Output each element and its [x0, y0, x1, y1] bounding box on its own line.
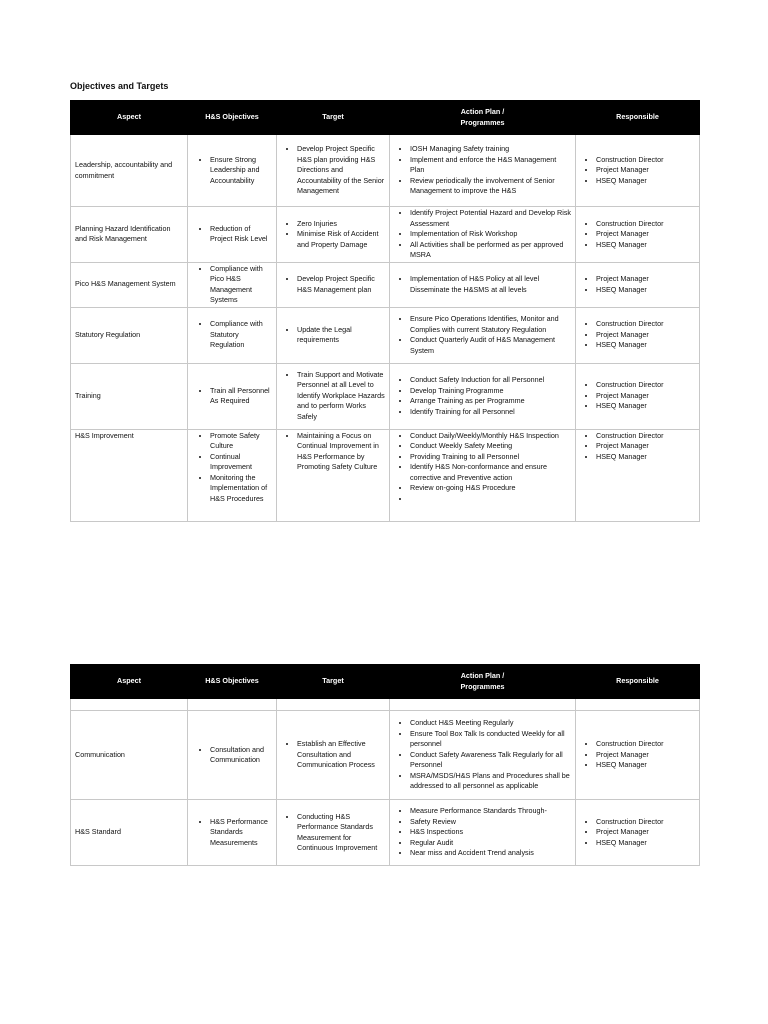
- header-target: Target: [277, 665, 390, 699]
- responsible-list: [580, 319, 695, 351]
- table-row: [71, 711, 700, 800]
- action-item: • Near miss and Accident Trend analysis: [410, 848, 571, 859]
- responsible-item: • Project Manager: [596, 441, 695, 452]
- target-item: • Train Support and Motivate Personnel at all Level to Identify Workplace Hazards and to perform Works Safely: [297, 370, 385, 423]
- responsible-cell: [576, 207, 700, 263]
- objectives-cell: [188, 363, 277, 429]
- responsible-item: • Project Manager: [596, 229, 695, 240]
- objective-item: • Train all Personnel As Required: [210, 386, 272, 407]
- responsible-cell: [576, 429, 700, 521]
- responsible-item: • HSEQ Manager: [596, 838, 695, 849]
- aspect-cell: Planning Hazard Identification and Risk Management: [71, 207, 188, 263]
- target-cell: [277, 800, 390, 866]
- target-cell: [277, 429, 390, 521]
- target-cell: [277, 207, 390, 263]
- action-plan-cell: [390, 363, 576, 429]
- responsible-cell: [576, 135, 700, 207]
- target-list: [281, 274, 385, 295]
- table-row: [71, 307, 700, 363]
- objectives-list: [192, 264, 272, 306]
- responsible-item: • HSEQ Manager: [596, 401, 695, 412]
- objectives-list: [192, 386, 272, 407]
- responsible-list: [580, 219, 695, 251]
- target-item: • Minimise Risk of Accident and Property Damage: [297, 229, 385, 250]
- action-item: • Identify H&S Non-conformance and ensure corrective and Preventive action: [410, 462, 571, 483]
- page-title: Objectives and Targets: [70, 81, 169, 91]
- action-item: • Identify Project Potential Hazard and Develop Risk Assessment: [410, 208, 571, 229]
- responsible-list: [580, 274, 695, 295]
- target-cell: [277, 135, 390, 207]
- objective-item: • Continual Improvement: [210, 452, 272, 473]
- action-item: • Conduct Weekly Safety Meeting: [410, 441, 571, 452]
- objectives-list: [192, 319, 272, 351]
- table-body: [71, 135, 700, 522]
- header-aspect: Aspect: [71, 101, 188, 135]
- responsible-item: • Project Manager: [596, 391, 695, 402]
- objectives-cell: [188, 307, 277, 363]
- target-list: [281, 370, 385, 423]
- table-header-row: [71, 665, 700, 699]
- target-cell: [277, 262, 390, 307]
- action-item: • Conduct Quarterly Audit of H&S Management System: [410, 335, 571, 356]
- objectives-table: [70, 100, 700, 522]
- header-objectives: H&S Objectives: [188, 665, 277, 699]
- responsible-item: • Project Manager: [596, 165, 695, 176]
- action-plan-list: [394, 431, 571, 505]
- objectives-list: [192, 431, 272, 505]
- responsible-list: [580, 380, 695, 412]
- responsible-item: • Project Manager: [596, 750, 695, 761]
- objectives-cell: [188, 262, 277, 307]
- action-plan-cell: [390, 307, 576, 363]
- responsible-item: • Construction Director: [596, 380, 695, 391]
- action-plan-cell: [390, 800, 576, 866]
- action-item: • Conduct Daily/Weekly/Monthly H&S Inspection: [410, 431, 571, 442]
- action-plan-list: [394, 718, 571, 792]
- empty-cell: [71, 699, 188, 711]
- action-item: • Ensure Tool Box Talk Is conducted Weekly for all personnel: [410, 729, 571, 750]
- objective-item: • Consultation and Communication: [210, 745, 272, 766]
- action-item: • H&S Inspections: [410, 827, 571, 838]
- action-item: • Regular Audit: [410, 838, 571, 849]
- header-responsible: Responsible: [576, 101, 700, 135]
- responsible-item: • Construction Director: [596, 219, 695, 230]
- objective-item: • Promote Safety Culture: [210, 431, 272, 452]
- target-item: • Zero Injuries: [297, 219, 385, 230]
- action-plan-list: [394, 375, 571, 417]
- responsible-cell: [576, 711, 700, 800]
- action-plan-cell: [390, 262, 576, 307]
- action-item: • Implement and enforce the H&S Management Plan: [410, 155, 571, 176]
- target-item: • Establish an Effective Consultation and Communication Process: [297, 739, 385, 771]
- action-item: • All Activities shall be performed as per approved MSRA: [410, 240, 571, 261]
- target-cell: [277, 363, 390, 429]
- header-objectives: H&S Objectives: [188, 101, 277, 135]
- action-item: • Conduct Safety Awareness Talk Regularly for all Personnel: [410, 750, 571, 771]
- responsible-list: [580, 431, 695, 463]
- target-item: • Maintaining a Focus on Continual Improvement in H&S Performance by Promoting Safety Culture: [297, 431, 385, 473]
- objectives-cell: [188, 135, 277, 207]
- target-item: • Update the Legal requirements: [297, 325, 385, 346]
- action-item: • Identify Training for all Personnel: [410, 407, 571, 418]
- target-list: [281, 144, 385, 197]
- responsible-item: • Construction Director: [596, 739, 695, 750]
- responsible-item: • HSEQ Manager: [596, 340, 695, 351]
- objectives-cell: [188, 429, 277, 521]
- action-item: • Develop Training Programme: [410, 386, 571, 397]
- target-list: [281, 812, 385, 854]
- action-plan-cell: [390, 429, 576, 521]
- action-item: • IOSH Managing Safety training: [410, 144, 571, 155]
- responsible-item: • Construction Director: [596, 155, 695, 166]
- responsible-list: [580, 155, 695, 187]
- target-list: [281, 739, 385, 771]
- aspect-cell: Leadership, accountability and commitment: [71, 135, 188, 207]
- responsible-item: • HSEQ Manager: [596, 760, 695, 771]
- action-item: [410, 494, 571, 505]
- table-header-row: [71, 101, 700, 135]
- target-item: • Conducting H&S Performance Standards Measurement for Continuous Improvement: [297, 812, 385, 854]
- table-row: [71, 262, 700, 307]
- responsible-item: • Construction Director: [596, 817, 695, 828]
- header-action-plan: Action Plan / Programmes: [390, 101, 576, 135]
- objectives-cell: [188, 711, 277, 800]
- aspect-cell: Training: [71, 363, 188, 429]
- target-item: • Develop Project Specific H&S plan providing H&S Directions and Accountability of the Senior Management: [297, 144, 385, 197]
- action-item: • MSRA/MSDS/H&S Plans and Procedures shall be addressed to all personnel as applicable: [410, 771, 571, 792]
- responsible-cell: [576, 800, 700, 866]
- table-row: [71, 207, 700, 263]
- table-row: [71, 429, 700, 521]
- target-list: [281, 431, 385, 473]
- responsible-item: • Construction Director: [596, 431, 695, 442]
- action-item: • Review on-going H&S Procedure: [410, 483, 571, 494]
- responsible-list: [580, 739, 695, 771]
- action-plan-list: [394, 144, 571, 197]
- action-plan-list: [394, 314, 571, 356]
- action-plan-list: [394, 274, 571, 295]
- action-plan-cell: [390, 711, 576, 800]
- objective-item: • H&S Performance Standards Measurements: [210, 817, 272, 849]
- objective-item: • Compliance with Pico H&S Management Systems: [210, 264, 272, 306]
- action-item: • Conduct Safety Induction for all Personnel: [410, 375, 571, 386]
- aspect-cell: H&S Standard: [71, 800, 188, 866]
- action-item: • Conduct H&S Meeting Regularly: [410, 718, 571, 729]
- responsible-item: • HSEQ Manager: [596, 176, 695, 187]
- action-plan-cell: [390, 135, 576, 207]
- spacer-row: [71, 699, 700, 711]
- objective-item: • Ensure Strong Leadership and Accountability: [210, 155, 272, 187]
- objectives-cell: [188, 207, 277, 263]
- header-aspect: Aspect: [71, 665, 188, 699]
- responsible-item: • HSEQ Manager: [596, 285, 695, 296]
- empty-cell: [576, 699, 700, 711]
- empty-cell: [390, 699, 576, 711]
- responsible-item: • HSEQ Manager: [596, 452, 695, 463]
- responsible-item: • Project Manager: [596, 274, 695, 285]
- objectives-cell: [188, 800, 277, 866]
- action-item: • Providing Training to all Personnel: [410, 452, 571, 463]
- aspect-cell: Communication: [71, 711, 188, 800]
- target-cell: [277, 307, 390, 363]
- action-item: • Implementation of H&S Policy at all level Disseminate the H&SMS at all levels: [410, 274, 571, 295]
- responsible-list: [580, 817, 695, 849]
- responsible-item: • Construction Director: [596, 319, 695, 330]
- objectives-list: [192, 817, 272, 849]
- action-plan-list: [394, 208, 571, 261]
- responsible-cell: [576, 307, 700, 363]
- action-item: • Review periodically the involvement of Senior Management to improve the H&S: [410, 176, 571, 197]
- responsible-item: • Project Manager: [596, 330, 695, 341]
- target-cell: [277, 711, 390, 800]
- action-item: • Safety Review: [410, 817, 571, 828]
- action-plan-cell: [390, 207, 576, 263]
- aspect-cell: Pico H&S Management System: [71, 262, 188, 307]
- responsible-cell: [576, 363, 700, 429]
- objectives-list: [192, 224, 272, 245]
- action-plan-list: [394, 806, 571, 859]
- responsible-item: • HSEQ Manager: [596, 240, 695, 251]
- objective-item: • Reduction of Project Risk Level: [210, 224, 272, 245]
- target-item: • Develop Project Specific H&S Management plan: [297, 274, 385, 295]
- header-action-plan: Action Plan / Programmes: [390, 665, 576, 699]
- table-body: [71, 699, 700, 866]
- objectives-table-continued: [70, 664, 700, 866]
- responsible-item: • Project Manager: [596, 827, 695, 838]
- table-row: [71, 363, 700, 429]
- objectives-list: [192, 155, 272, 187]
- objective-item: • Monitoring the Implementation of H&S Procedures: [210, 473, 272, 505]
- aspect-cell: Statutory Regulation: [71, 307, 188, 363]
- action-item: • Arrange Training as per Programme: [410, 396, 571, 407]
- target-list: [281, 325, 385, 346]
- action-item: • Implementation of Risk Workshop: [410, 229, 571, 240]
- empty-cell: [277, 699, 390, 711]
- action-item: • Measure Performance Standards Through-: [410, 806, 571, 817]
- table-row: [71, 800, 700, 866]
- empty-cell: [188, 699, 277, 711]
- target-list: [281, 219, 385, 251]
- header-responsible: Responsible: [576, 665, 700, 699]
- action-item: • Ensure Pico Operations Identifies, Monitor and Complies with current Statutory Regulation: [410, 314, 571, 335]
- objective-item: • Compliance with Statutory Regulation: [210, 319, 272, 351]
- table-row: [71, 135, 700, 207]
- header-target: Target: [277, 101, 390, 135]
- responsible-cell: [576, 262, 700, 307]
- aspect-cell: H&S Improvement: [71, 429, 188, 521]
- objectives-list: [192, 745, 272, 766]
